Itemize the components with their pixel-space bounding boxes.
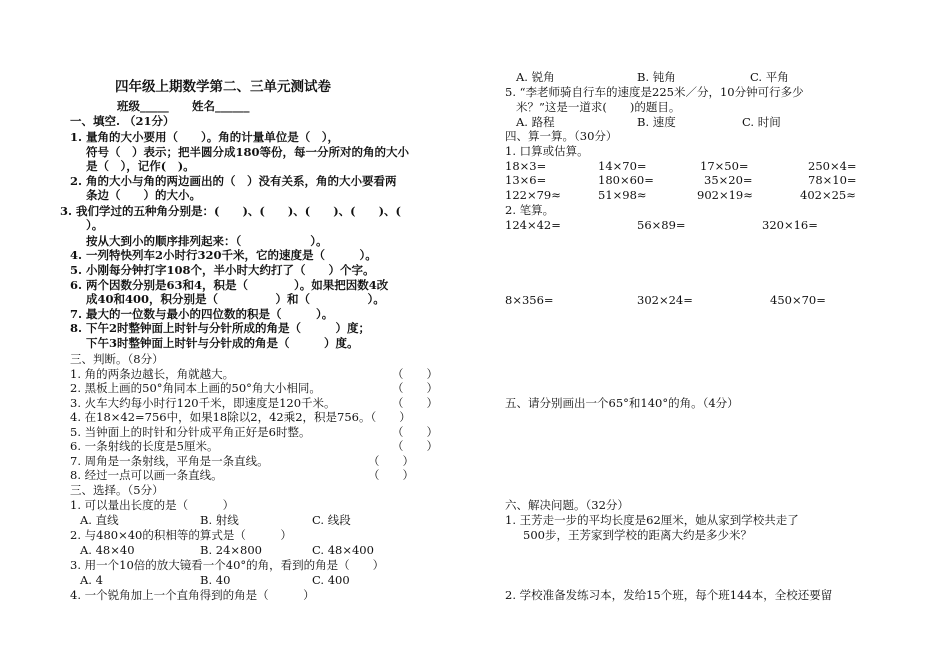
q1-line-a: 1. 量角的大小要用（ ）。角的计量单位是（ ）， (70, 130, 340, 144)
oral-calc-label: 1. 口算或估算。 (505, 144, 589, 158)
q1-line-b: 符号（ ）表示；把半圆分成180等份，每一分所对的角的大小 (86, 145, 410, 159)
judge-item: 2. 黑板上画的50°角同本上画的50°角大小相同。 (70, 381, 321, 395)
choice-option[interactable]: B. 速度 (637, 115, 676, 129)
oral-problem: 17×50= (700, 159, 749, 173)
oral-problem: 122×79≈ (505, 188, 561, 202)
choice-option[interactable]: A. 4 (80, 573, 103, 587)
judge-item: 5. 当钟面上的时针和分针成平角正好是6时整。 (70, 425, 311, 439)
written-problem: 56×89= (637, 218, 686, 232)
oral-problem: 13×6= (505, 173, 547, 187)
choice-option[interactable]: B. 钝角 (637, 70, 676, 84)
judge-answer-blank[interactable]: （ ） (392, 396, 438, 410)
choice-q4: 4. 一个锐角加上一个直角得到的角是（ ） (70, 588, 315, 602)
choice-option[interactable]: C. 时间 (742, 115, 781, 129)
q4-line: 4. 一列特快列车2小时行320千米，它的速度是（ ）。 (70, 248, 377, 262)
choice-q5-line-b: 米？”这是一道求( )的题目。 (516, 100, 681, 114)
written-problem: 302×24= (637, 293, 693, 307)
choice-option[interactable]: C. 400 (312, 573, 350, 587)
choice-q2: 2. 与480×40的积相等的算式是（ ） (70, 528, 292, 542)
written-problem: 124×42= (505, 218, 561, 232)
judge-item: 6. 一条射线的长度是5厘米。 (70, 439, 219, 453)
q2-line-b: 条边（ ）的大小。 (86, 188, 201, 202)
judge-item: 3. 火车大约每小时行120千米，即速度是120千米。 (70, 396, 336, 410)
page-title: 四年级上期数学第二、三单元测试卷 (115, 79, 331, 95)
judge-item: 8. 经过一点可以画一条直线。 (70, 468, 223, 482)
written-problem: 320×16= (762, 218, 818, 232)
judge-answer-blank[interactable]: （ ） (392, 381, 438, 395)
choice-option[interactable]: B. 24×800 (200, 543, 262, 557)
calc-heading: 四、算一算。（30分） (505, 129, 618, 143)
oral-problem: 78×10= (808, 173, 857, 187)
q6-line-a: 6. 两个因数分别是63和4，积是（ ）。如果把因数4改 (70, 278, 389, 292)
word-problems-heading: 六、解决问题。（32分） (505, 498, 629, 512)
judge-answer-blank[interactable]: （ ） (368, 468, 414, 482)
choice-option[interactable]: A. 路程 (516, 115, 555, 129)
q6-line-b: 成40和400，积分别是（ ）和（ ）。 (86, 292, 385, 306)
judge-answer-blank[interactable]: （ ） (392, 425, 438, 439)
choice-option[interactable]: B. 射线 (200, 513, 239, 527)
choice-heading: 三、选择。（5分） (70, 483, 164, 497)
q3-line-b: ）。 (86, 218, 104, 232)
written-problem: 8×356= (505, 293, 554, 307)
oral-problem: 18×3= (505, 159, 547, 173)
judge-answer-blank[interactable]: （ ） (392, 439, 438, 453)
written-problem: 450×70= (770, 293, 826, 307)
name-field-label: 姓名______ (192, 99, 250, 113)
judge-heading: 三、判断。（8分） (70, 352, 164, 366)
written-calc-label: 2. 笔算。 (505, 203, 555, 217)
judge-item: 1. 角的两条边越长，角就越大。 (70, 367, 235, 381)
choice-option[interactable]: A. 直线 (80, 513, 119, 527)
q2-line-a: 2. 角的大小与角的两边画出的（ ）没有关系，角的大小要看两 (70, 174, 397, 188)
oral-problem: 250×4= (808, 159, 857, 173)
choice-q1: 1. 可以量出长度的是（ ） (70, 498, 235, 512)
section1-heading: 一、填空. （21分） (70, 114, 175, 128)
oral-problem: 902×19≈ (697, 188, 753, 202)
judge-answer-blank[interactable]: （ ） (368, 454, 414, 468)
q8-line-b: 下午3时整钟面上时针与分针成的角是（ ）度。 (86, 336, 359, 350)
q5-line: 5. 小刚每分钟打字108个，半小时大约打了（ ）个字。 (70, 263, 375, 277)
choice-q5-line-a: 5. “李老师骑自行车的速度是225米／分，10分钟可行多少 (505, 85, 804, 99)
word-problem-1-line-b: 500步，王芳家到学校的距离大约是多少米？ (523, 528, 752, 542)
q1-line-c: 是（ ），记作( )。 (86, 159, 195, 173)
choice-option[interactable]: A. 锐角 (516, 70, 555, 84)
judge-item: 4. 在18×42=756中，如果18除以2，42乘2，积是756。（ ） (70, 410, 411, 424)
oral-problem: 51×98≈ (598, 188, 647, 202)
class-field-label: 班级_____ (117, 99, 169, 113)
oral-problem: 402×25≈ (800, 188, 856, 202)
q8-line-a: 8. 下午2时整钟面上时针与分针所成的角是（ ）度； (70, 321, 371, 335)
choice-option[interactable]: B. 40 (200, 573, 231, 587)
oral-problem: 35×20= (704, 173, 753, 187)
oral-problem: 180×60= (598, 173, 654, 187)
choice-option[interactable]: C. 48×400 (312, 543, 374, 557)
word-problem-1-line-a: 1. 王芳走一步的平均长度是62厘米，她从家到学校共走了 (505, 513, 799, 527)
q7-line: 7. 最大的一位数与最小的四位数的积是（ ）。 (70, 307, 334, 321)
choice-option[interactable]: A. 48×40 (80, 543, 135, 557)
choice-option[interactable]: C. 线段 (312, 513, 351, 527)
oral-problem: 14×70= (598, 159, 647, 173)
draw-angles-heading: 五、请分别画出一个65°和140°的角。（4分） (505, 396, 739, 410)
choice-q3: 3. 用一个10倍的放大镜看一个40°的角，看到的角是（ ） (70, 558, 385, 572)
judge-item: 7. 周角是一条射线，平角是一条直线。 (70, 454, 269, 468)
choice-option[interactable]: C. 平角 (750, 70, 789, 84)
judge-answer-blank[interactable]: （ ） (392, 367, 438, 381)
word-problem-2: 2. 学校准备发练习本，发给15个班，每个班144本，全校还要留 (505, 588, 833, 602)
q3-line-a: 3. 我们学过的五种角分别是：( )、( )、( )、( )、( (60, 204, 401, 218)
q3-line-c: 按从大到小的顺序排列起来：（ ）。 (86, 234, 328, 248)
